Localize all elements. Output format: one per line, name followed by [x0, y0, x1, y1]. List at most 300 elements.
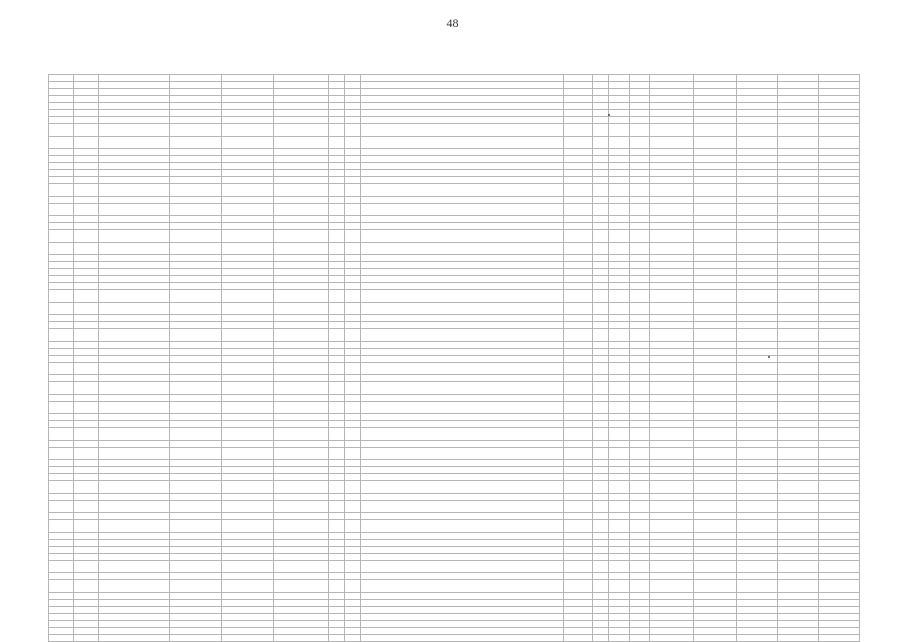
table-cell	[629, 315, 650, 322]
table-cell	[74, 580, 99, 593]
table-cell	[609, 532, 630, 539]
table-cell	[222, 283, 274, 290]
table-cell	[169, 546, 221, 553]
table-cell	[329, 184, 345, 197]
table-cell	[345, 520, 361, 533]
table-cell	[736, 599, 777, 606]
table-cell	[593, 348, 609, 355]
table-cell	[593, 627, 609, 634]
table-cell	[777, 553, 818, 560]
table-cell	[818, 467, 859, 474]
table-cell	[274, 103, 329, 110]
table-cell	[329, 103, 345, 110]
table-cell	[74, 348, 99, 355]
table-cell	[222, 348, 274, 355]
table-cell	[629, 348, 650, 355]
table-cell	[361, 580, 564, 593]
table-row	[49, 620, 860, 627]
table-cell	[736, 421, 777, 428]
table-cell	[629, 493, 650, 500]
table-cell	[274, 362, 329, 375]
table-cell	[49, 255, 74, 262]
table-cell	[329, 136, 345, 149]
table-cell	[74, 262, 99, 269]
table-cell	[361, 124, 564, 137]
table-cell	[818, 620, 859, 627]
table-cell	[222, 513, 274, 520]
table-cell	[650, 177, 693, 184]
table-cell	[650, 290, 693, 303]
table-cell	[777, 177, 818, 184]
table-cell	[563, 560, 593, 573]
table-cell	[222, 560, 274, 573]
table-cell	[693, 242, 736, 255]
table-cell	[345, 75, 361, 82]
table-cell	[361, 203, 564, 216]
table-cell	[609, 242, 630, 255]
table-cell	[629, 382, 650, 395]
table-cell	[609, 382, 630, 395]
table-cell	[74, 223, 99, 230]
table-cell	[361, 428, 564, 441]
table-cell	[777, 620, 818, 627]
table-cell	[629, 216, 650, 223]
table-cell	[345, 474, 361, 481]
table-cell	[74, 89, 99, 96]
table-cell	[274, 230, 329, 243]
table-cell	[609, 348, 630, 355]
table-row	[49, 276, 860, 283]
table-cell	[169, 124, 221, 137]
table-row	[49, 283, 860, 290]
table-cell	[777, 394, 818, 401]
table-cell	[49, 276, 74, 283]
table-cell	[693, 394, 736, 401]
table-row	[49, 242, 860, 255]
table-cell	[274, 302, 329, 315]
table-row	[49, 255, 860, 262]
table-cell	[222, 447, 274, 460]
table-cell	[329, 216, 345, 223]
table-cell	[345, 362, 361, 375]
table-cell	[609, 421, 630, 428]
table-cell	[650, 599, 693, 606]
table-cell	[818, 428, 859, 441]
table-cell	[563, 553, 593, 560]
table-cell	[274, 414, 329, 421]
table-row	[49, 110, 860, 117]
table-cell	[329, 355, 345, 362]
table-cell	[818, 276, 859, 283]
table-cell	[49, 362, 74, 375]
table-cell	[361, 329, 564, 342]
table-cell	[74, 203, 99, 216]
table-cell	[693, 203, 736, 216]
table-cell	[329, 163, 345, 170]
table-cell	[222, 474, 274, 481]
table-cell	[593, 170, 609, 177]
table-cell	[650, 532, 693, 539]
table-cell	[74, 269, 99, 276]
table-cell	[818, 75, 859, 82]
table-cell	[49, 394, 74, 401]
table-cell	[693, 592, 736, 599]
table-cell	[169, 242, 221, 255]
table-cell	[736, 513, 777, 520]
table-cell	[736, 401, 777, 414]
table-cell	[49, 440, 74, 447]
table-cell	[274, 315, 329, 322]
table-cell	[345, 82, 361, 89]
table-cell	[274, 539, 329, 546]
table-cell	[74, 382, 99, 395]
table-cell	[99, 599, 170, 606]
table-cell	[593, 269, 609, 276]
table-cell	[777, 606, 818, 613]
table-cell	[777, 117, 818, 124]
table-cell	[345, 163, 361, 170]
table-cell	[818, 262, 859, 269]
table-cell	[736, 620, 777, 627]
table-cell	[361, 560, 564, 573]
table-cell	[222, 573, 274, 580]
table-cell	[777, 375, 818, 382]
table-cell	[361, 149, 564, 156]
table-cell	[74, 520, 99, 533]
table-cell	[169, 302, 221, 315]
table-cell	[345, 467, 361, 474]
table-cell	[563, 290, 593, 303]
table-cell	[49, 110, 74, 117]
table-cell	[329, 196, 345, 203]
table-cell	[74, 553, 99, 560]
table-cell	[222, 606, 274, 613]
table-cell	[222, 223, 274, 230]
table-row	[49, 474, 860, 481]
table-cell	[329, 599, 345, 606]
table-cell	[345, 460, 361, 467]
table-cell	[361, 315, 564, 322]
table-cell	[74, 627, 99, 634]
table-cell	[593, 322, 609, 329]
table-cell	[593, 599, 609, 606]
table-cell	[222, 290, 274, 303]
table-cell	[818, 82, 859, 89]
table-cell	[693, 103, 736, 110]
table-cell	[361, 613, 564, 620]
table-cell	[222, 599, 274, 606]
table-cell	[563, 513, 593, 520]
table-cell	[49, 177, 74, 184]
table-cell	[736, 394, 777, 401]
table-cell	[361, 532, 564, 539]
table-cell	[563, 196, 593, 203]
table-cell	[345, 170, 361, 177]
table-cell	[693, 580, 736, 593]
table-cell	[736, 627, 777, 634]
table-cell	[650, 117, 693, 124]
table-cell	[650, 170, 693, 177]
table-cell	[818, 163, 859, 170]
table-cell	[777, 520, 818, 533]
table-cell	[650, 262, 693, 269]
table-cell	[693, 89, 736, 96]
table-cell	[693, 124, 736, 137]
table-cell	[818, 394, 859, 401]
table-cell	[777, 401, 818, 414]
table-cell	[74, 513, 99, 520]
table-cell	[49, 75, 74, 82]
table-cell	[629, 467, 650, 474]
table-cell	[361, 163, 564, 170]
table-cell	[169, 428, 221, 441]
table-cell	[593, 546, 609, 553]
table-cell	[329, 290, 345, 303]
table-cell	[222, 428, 274, 441]
table-cell	[329, 262, 345, 269]
table-row	[49, 513, 860, 520]
table-cell	[563, 242, 593, 255]
table-cell	[593, 520, 609, 533]
table-cell	[593, 329, 609, 342]
table-cell	[361, 394, 564, 401]
table-cell	[169, 440, 221, 447]
table-cell	[563, 184, 593, 197]
table-cell	[361, 276, 564, 283]
table-cell	[777, 96, 818, 103]
table-cell	[222, 242, 274, 255]
table-cell	[345, 592, 361, 599]
table-cell	[169, 230, 221, 243]
table-cell	[563, 89, 593, 96]
table-cell	[49, 329, 74, 342]
table-cell	[563, 421, 593, 428]
table-cell	[169, 580, 221, 593]
table-cell	[693, 290, 736, 303]
table-cell	[329, 110, 345, 117]
table-cell	[329, 520, 345, 533]
table-row	[49, 149, 860, 156]
table-cell	[49, 401, 74, 414]
table-cell	[563, 613, 593, 620]
table-cell	[74, 606, 99, 613]
table-cell	[593, 242, 609, 255]
table-cell	[818, 230, 859, 243]
table-row	[49, 362, 860, 375]
table-cell	[693, 553, 736, 560]
table-cell	[169, 177, 221, 184]
table-cell	[329, 553, 345, 560]
table-cell	[49, 513, 74, 520]
table-cell	[818, 223, 859, 230]
table-cell	[222, 103, 274, 110]
table-cell	[169, 599, 221, 606]
table-cell	[563, 580, 593, 593]
table-cell	[329, 401, 345, 414]
table-cell	[736, 255, 777, 262]
table-cell	[650, 560, 693, 573]
table-cell	[593, 82, 609, 89]
table-cell	[777, 82, 818, 89]
table-cell	[777, 216, 818, 223]
table-cell	[818, 500, 859, 513]
table-cell	[650, 520, 693, 533]
table-cell	[49, 382, 74, 395]
table-cell	[222, 539, 274, 546]
table-cell	[345, 149, 361, 156]
table-cell	[736, 124, 777, 137]
table-cell	[74, 539, 99, 546]
table-cell	[49, 223, 74, 230]
table-cell	[818, 124, 859, 137]
table-row	[49, 500, 860, 513]
table-cell	[329, 447, 345, 460]
table-cell	[609, 255, 630, 262]
table-cell	[222, 394, 274, 401]
table-cell	[650, 269, 693, 276]
table-cell	[593, 513, 609, 520]
table-cell	[693, 110, 736, 117]
table-cell	[693, 414, 736, 421]
table-cell	[345, 627, 361, 634]
table-cell	[274, 421, 329, 428]
table-cell	[222, 322, 274, 329]
table-cell	[629, 75, 650, 82]
table-cell	[361, 177, 564, 184]
table-cell	[818, 302, 859, 315]
table-cell	[609, 329, 630, 342]
table-cell	[593, 290, 609, 303]
table-cell	[345, 532, 361, 539]
table-cell	[818, 421, 859, 428]
table-cell	[99, 149, 170, 156]
table-cell	[345, 96, 361, 103]
table-cell	[222, 276, 274, 283]
table-cell	[99, 592, 170, 599]
table-cell	[609, 580, 630, 593]
table-cell	[99, 520, 170, 533]
table-cell	[274, 500, 329, 513]
table-cell	[609, 75, 630, 82]
table-cell	[49, 156, 74, 163]
table-cell	[818, 599, 859, 606]
table-cell	[274, 401, 329, 414]
table-cell	[609, 573, 630, 580]
table-cell	[49, 163, 74, 170]
table-cell	[736, 283, 777, 290]
table-cell	[629, 355, 650, 362]
table-cell	[329, 606, 345, 613]
table-cell	[818, 196, 859, 203]
table-cell	[736, 460, 777, 467]
table-cell	[361, 262, 564, 269]
table-cell	[593, 428, 609, 441]
table-cell	[329, 302, 345, 315]
table-cell	[329, 513, 345, 520]
table-cell	[222, 620, 274, 627]
table-cell	[563, 500, 593, 513]
table-cell	[169, 276, 221, 283]
table-cell	[274, 620, 329, 627]
table-cell	[593, 355, 609, 362]
table-cell	[361, 196, 564, 203]
table-cell	[609, 613, 630, 620]
table-cell	[629, 82, 650, 89]
table-cell	[99, 493, 170, 500]
table-cell	[777, 89, 818, 96]
table-cell	[361, 242, 564, 255]
table-cell	[629, 546, 650, 553]
table-cell	[818, 414, 859, 421]
table-cell	[650, 428, 693, 441]
table-cell	[818, 341, 859, 348]
table-cell	[609, 394, 630, 401]
table-cell	[777, 592, 818, 599]
table-cell	[74, 136, 99, 149]
table-cell	[650, 539, 693, 546]
table-cell	[736, 322, 777, 329]
table-cell	[222, 493, 274, 500]
table-cell	[629, 196, 650, 203]
table-cell	[222, 203, 274, 216]
table-cell	[736, 117, 777, 124]
table-cell	[361, 136, 564, 149]
table-row	[49, 96, 860, 103]
table-cell	[563, 255, 593, 262]
table-cell	[74, 599, 99, 606]
table-cell	[361, 493, 564, 500]
table-cell	[169, 573, 221, 580]
table-cell	[650, 242, 693, 255]
table-cell	[609, 401, 630, 414]
table-cell	[563, 75, 593, 82]
table-cell	[329, 75, 345, 82]
table-cell	[274, 322, 329, 329]
table-cell	[99, 394, 170, 401]
table-cell	[345, 184, 361, 197]
table-cell	[693, 573, 736, 580]
table-cell	[818, 184, 859, 197]
table-cell	[777, 196, 818, 203]
table-cell	[629, 539, 650, 546]
table-cell	[693, 315, 736, 322]
table-cell	[99, 170, 170, 177]
table-cell	[777, 230, 818, 243]
page-number: 48	[446, 16, 459, 30]
table-cell	[736, 96, 777, 103]
table-cell	[74, 255, 99, 262]
table-cell	[361, 421, 564, 428]
table-cell	[222, 196, 274, 203]
table-cell	[609, 230, 630, 243]
table-cell	[361, 606, 564, 613]
table-cell	[818, 375, 859, 382]
table-cell	[361, 414, 564, 421]
table-cell	[361, 82, 564, 89]
table-cell	[222, 613, 274, 620]
table-cell	[650, 255, 693, 262]
table-cell	[345, 428, 361, 441]
table-cell	[74, 322, 99, 329]
table-cell	[329, 627, 345, 634]
table-cell	[650, 302, 693, 315]
table-cell	[818, 283, 859, 290]
table-cell	[693, 362, 736, 375]
table-cell	[563, 230, 593, 243]
table-row	[49, 136, 860, 149]
table-cell	[818, 401, 859, 414]
table-cell	[222, 255, 274, 262]
